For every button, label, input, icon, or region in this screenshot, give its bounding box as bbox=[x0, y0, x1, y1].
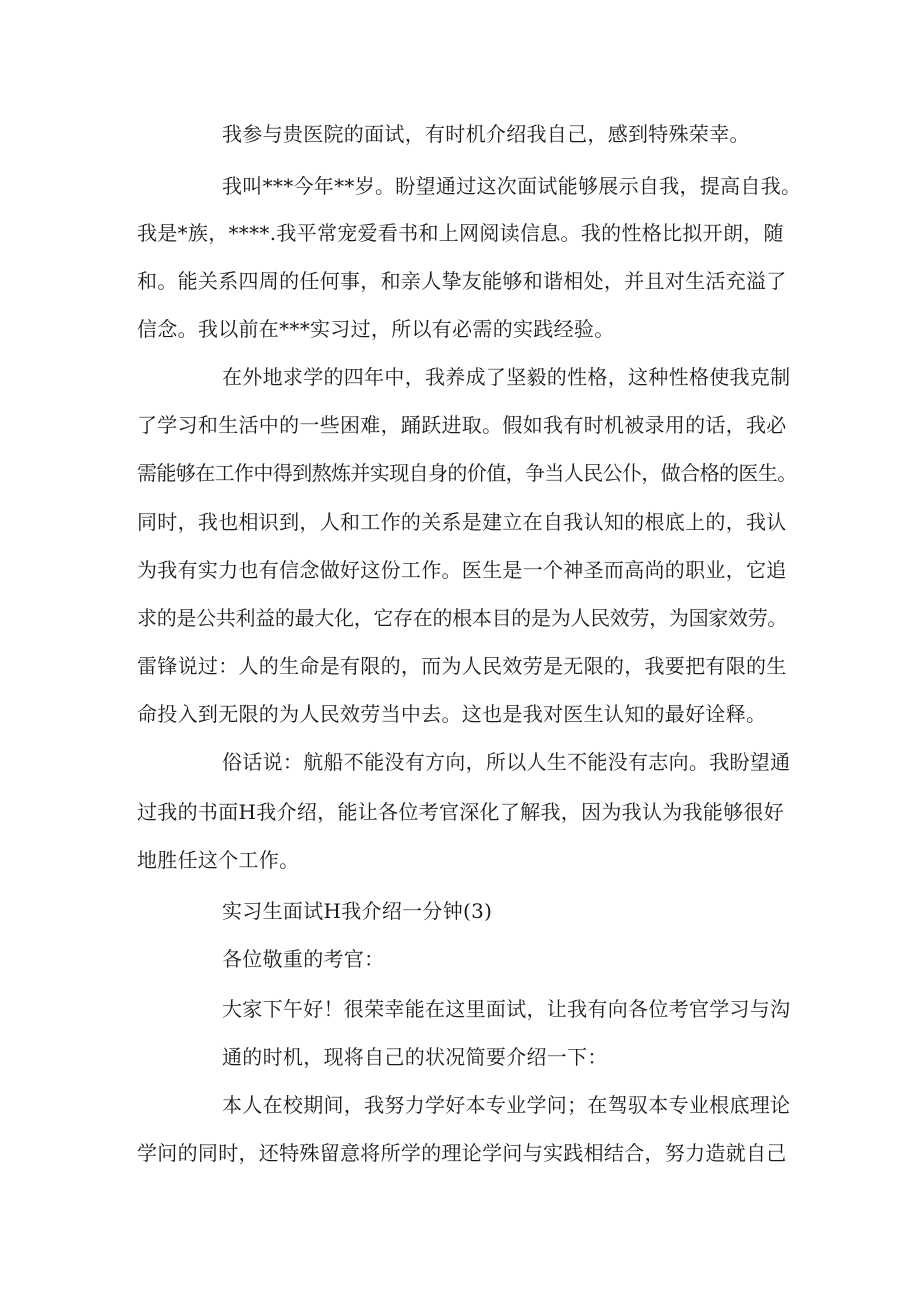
text-line: 在外地求学的四年中，我养成了坚毅的性格，这种性格使我克制 bbox=[222, 365, 791, 389]
text-line: 过我的书面H我介绍，能让各位考官深化了解我，因为我认为我能够很好 bbox=[137, 800, 785, 824]
text-line: 我参与贵医院的面试，有时机介绍我自己，感到特殊荣幸。 bbox=[222, 122, 750, 146]
section-heading: 实习生面试H我介绍一分钟(3) bbox=[222, 899, 493, 923]
text-line: 需能够在工作中得到熬炼并实现自身的价值，争当人民公仆，做合格的医生。 bbox=[137, 461, 797, 485]
text-line: 同时，我也相识到，人和工作的关系是建立在自我认知的根底上的，我认 bbox=[137, 510, 787, 534]
text-line: 命投入到无限的为人民效劳当中去。这也是我对医生认知的最好诠释。 bbox=[137, 702, 767, 726]
text-line: 雷锋说过：人的生命是有限的，而为人民效劳是无限的，我要把有限的生 bbox=[137, 654, 787, 678]
text-line: 本人在校期间，我努力学好本专业学问；在驾驭本专业根底理论 bbox=[222, 1093, 791, 1117]
text-line: 我叫***今年**岁。盼望通过这次面试能够展示自我，提高自我。 bbox=[222, 174, 802, 198]
text-line: 求的是公共利益的最大化，它存在的根本目的是为人民效劳，为国家效劳。 bbox=[137, 606, 788, 630]
text-line: 为我有实力也有信念做好这份工作。医生是一个神圣而高尚的职业，它追 bbox=[137, 558, 787, 582]
text-line: 学问的同时，还特殊留意将所学的理论学问与实践相结合，努力造就自己 bbox=[137, 1141, 787, 1165]
text-line: 地胜任这个工作。 bbox=[137, 848, 300, 872]
text-line: 和。能关系四周的任何事，和亲人挚友能够和谐相处，并且对生活充溢了 bbox=[137, 269, 787, 293]
text-line: 通的时机，现将自己的状况简要介绍一下： bbox=[222, 1045, 608, 1069]
text-line: 俗话说：航船不能没有方向，所以人生不能没有志向。我盼望通 bbox=[222, 750, 791, 774]
text-line: 信念。我以前在***实习过，所以有必需的实践经验。 bbox=[137, 317, 615, 341]
text-line: 我是*族，****.我平常宠爱看书和上网阅读信息。我的性格比拟开朗，随 bbox=[137, 221, 784, 245]
text-line: 了学习和生活中的一些困难，踊跃进取。假如我有时机被录用的话，我必 bbox=[137, 413, 787, 437]
salutation: 各位敬重的考官： bbox=[222, 947, 385, 971]
text-line: 大家下午好！很荣幸能在这里面试，让我有向各位考官学习与沟 bbox=[222, 997, 791, 1021]
